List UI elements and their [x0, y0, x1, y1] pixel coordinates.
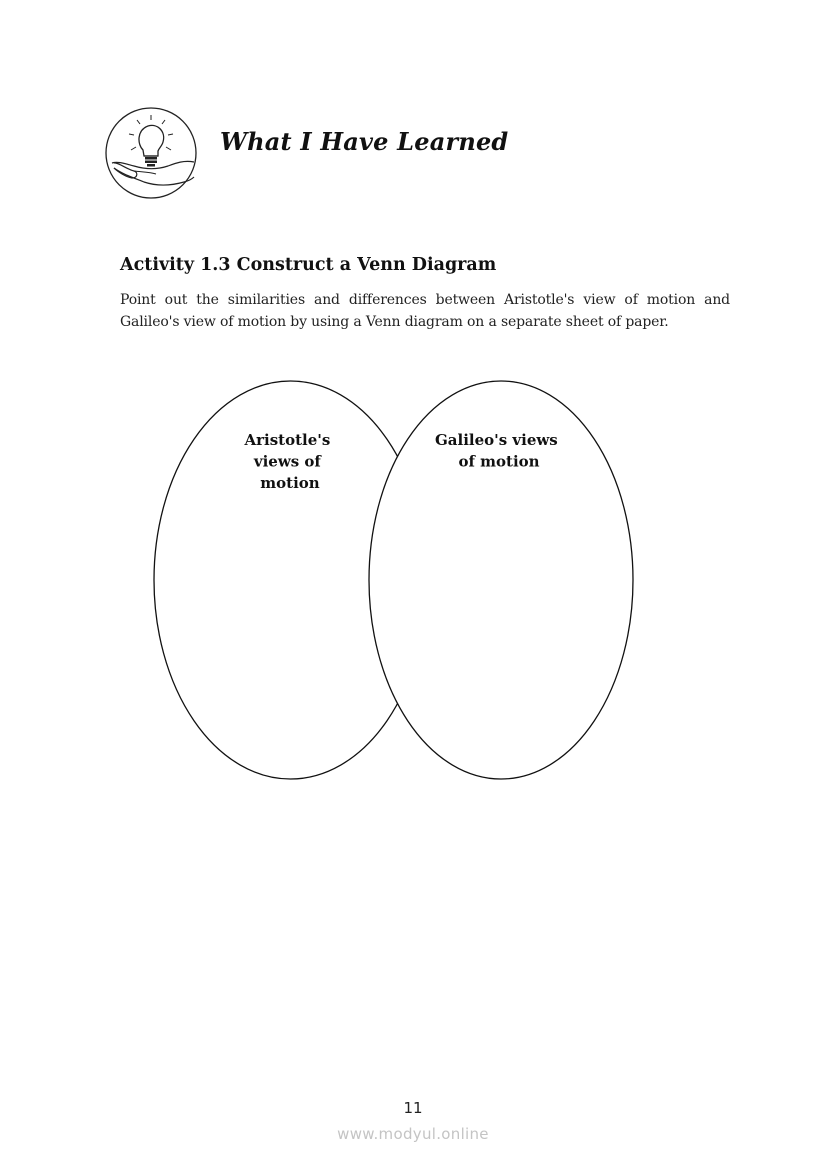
venn-left-label-line: views of — [253, 452, 321, 471]
watermark-link[interactable]: www.modyul.online — [337, 1125, 489, 1143]
page-number: 11 — [403, 1099, 423, 1117]
venn-right-label-line: Galileo's views — [435, 431, 558, 449]
venn-left-label-line: Aristotle's — [244, 431, 331, 449]
activity-title: Activity 1.3 Construct a Venn Diagram — [120, 255, 497, 275]
venn-right-label-line: of motion — [458, 452, 540, 471]
venn-left-label-line: motion — [260, 474, 320, 492]
section-title: What I Have Learned — [220, 127, 509, 156]
activity-instructions: Point out the similarities and differences between Aristotle's view of motion and Galileo's view of motion by using a Venn diagram on a separate sheet of paper. — [120, 292, 730, 330]
